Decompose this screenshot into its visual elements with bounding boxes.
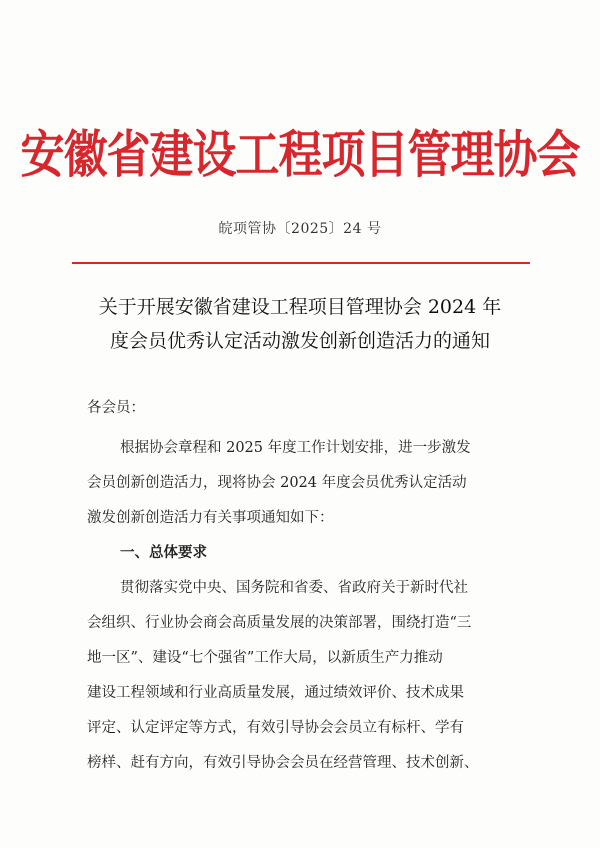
- letterhead-organization-name: 安徽省建设工程项目管理协会: [20, 125, 580, 185]
- paragraph-1-line-3: 激发创新创造活力有关事项通知如下：: [87, 510, 334, 526]
- paragraph-1-line-1: 根据协会章程和 2025 年度工作计划安排，进一步激发: [120, 440, 471, 456]
- letterhead-red-divider: [72, 262, 530, 264]
- paragraph-2-line-3: 地一区”、建设“七个强省”工作大局，以新质生产力推动: [87, 650, 443, 666]
- document-title-line-2: 度会员优秀认定活动激发创新创造活力的通知: [109, 330, 490, 352]
- paragraph-2-line-1: 贯彻落实党中央、国务院和省委、省政府关于新时代社: [120, 580, 468, 596]
- document-number: 皖项管协〔2025〕24 号: [218, 221, 382, 237]
- paragraph-2-line-4: 建设工程领域和行业高质量发展，通过绩效评价、技术成果: [87, 685, 464, 701]
- salutation: 各会员：: [87, 400, 145, 416]
- section-heading-general-requirements: 一、总体要求: [120, 544, 207, 561]
- document-title: [60, 290, 540, 358]
- paragraph-2-line-6: 榜样、赶有方向，有效引导协会会员在经营管理、技术创新、: [87, 755, 479, 771]
- paragraph-2-line-5: 评定、认定评定等方式，有效引导协会会员立有标杆、学有: [87, 720, 464, 736]
- document-title-line-1: 关于开展安徽省建设工程项目管理协会 2024 年: [98, 296, 502, 318]
- paragraph-2-line-2: 会组织、行业协会商会高质量发展的决策部署，围绕打造“三: [87, 615, 472, 631]
- paragraph-1-line-2: 会员创新创造活力，现将协会 2024 年度会员优秀认定活动: [87, 475, 467, 491]
